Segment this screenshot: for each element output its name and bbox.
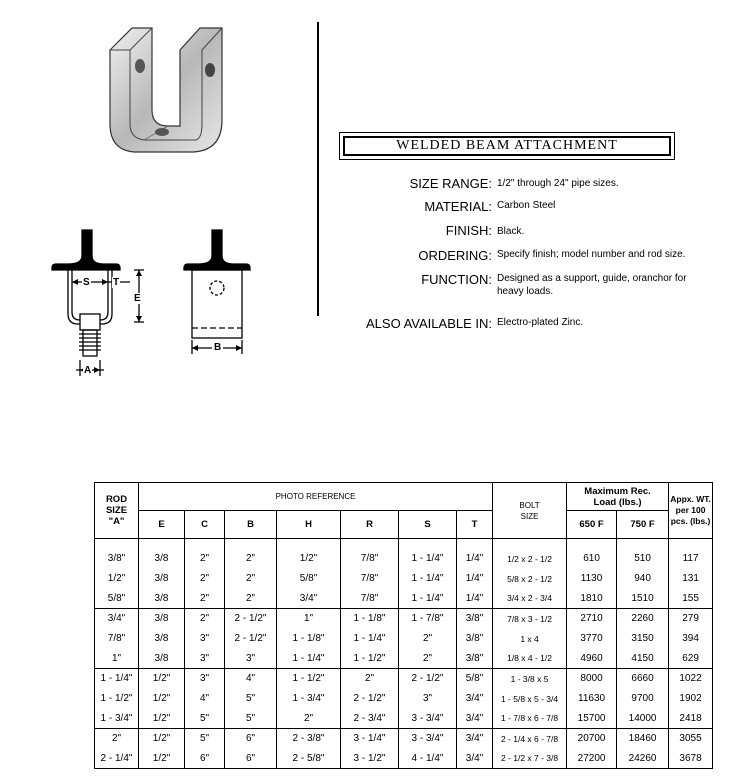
table-cell: 2" bbox=[95, 729, 139, 749]
title-box bbox=[339, 132, 675, 160]
table-cell: 2" bbox=[185, 539, 225, 569]
table-cell: 3/4" bbox=[457, 689, 493, 709]
table-cell: 6" bbox=[185, 749, 225, 769]
table-cell: 3/4 x 2 - 3/4 bbox=[493, 589, 567, 609]
table-cell: 2 - 1/2" bbox=[225, 629, 277, 649]
table-cell: 9700 bbox=[617, 689, 669, 709]
table-cell: 3/8 bbox=[139, 539, 185, 569]
table-row bbox=[95, 629, 713, 649]
table-cell: 6" bbox=[225, 749, 277, 769]
table-cell: 4" bbox=[225, 669, 277, 689]
table-cell: 1 - 1/4" bbox=[95, 669, 139, 689]
table-cell: 3150 bbox=[617, 629, 669, 649]
spec-label-also-available: ALSO AVAILABLE IN: bbox=[366, 316, 492, 331]
table-cell: 1130 bbox=[567, 569, 617, 589]
spec-value-also-available: Electro-plated Zinc. bbox=[497, 317, 584, 328]
table-cell: 3678 bbox=[669, 749, 713, 769]
header-max-load: Maximum Rec. Load (lbs.) bbox=[567, 483, 669, 511]
table-cell: 7/8" bbox=[95, 629, 139, 649]
table-cell: 6" bbox=[225, 729, 277, 749]
table-cell: 117 bbox=[669, 539, 713, 569]
table-cell: 20700 bbox=[567, 729, 617, 749]
table-cell: 3 - 3/4" bbox=[399, 729, 457, 749]
table-cell: 131 bbox=[669, 569, 713, 589]
dim-label-s: S bbox=[83, 277, 90, 288]
dim-label-b: B bbox=[214, 342, 222, 353]
table-cell: 940 bbox=[617, 569, 669, 589]
table-cell: 1 - 1/8" bbox=[277, 629, 341, 649]
header-rod-size: ROD SIZE "A" bbox=[95, 483, 139, 539]
table-cell: 2" bbox=[399, 629, 457, 649]
spec-value-function-line2: heavy loads. bbox=[497, 286, 554, 297]
table-cell: 2" bbox=[225, 589, 277, 609]
table-cell: 1 - 1/4" bbox=[399, 539, 457, 569]
table-cell: 18460 bbox=[617, 729, 669, 749]
table-cell: 610 bbox=[567, 539, 617, 569]
spec-label-ordering: ORDERING: bbox=[418, 248, 492, 263]
table-cell: 279 bbox=[669, 609, 713, 629]
table-cell: 1 - 1/2" bbox=[277, 669, 341, 689]
table-cell: 1 - 3/4" bbox=[95, 709, 139, 729]
table-cell: 2 - 1/2 x 7 - 3/8 bbox=[493, 749, 567, 769]
table-row bbox=[95, 749, 713, 769]
header-bolt-size: BOLT SIZE bbox=[493, 483, 567, 539]
table-cell: 1/4" bbox=[457, 589, 493, 609]
table-cell: 1902 bbox=[669, 689, 713, 709]
table-cell: 3" bbox=[185, 629, 225, 649]
table-cell: 1 - 5/8 x 5 - 3/4 bbox=[493, 689, 567, 709]
table-cell: 5" bbox=[225, 709, 277, 729]
table-cell: 2" bbox=[185, 589, 225, 609]
table-cell: 3/4" bbox=[277, 589, 341, 609]
table-cell: 3/8" bbox=[95, 539, 139, 569]
header-col-h: H bbox=[277, 511, 341, 539]
table-cell: 1510 bbox=[617, 589, 669, 609]
table-cell: 3" bbox=[399, 689, 457, 709]
table-cell: 3 - 1/4" bbox=[341, 729, 399, 749]
table-cell: 2 - 1/4" bbox=[95, 749, 139, 769]
table-cell: 27200 bbox=[567, 749, 617, 769]
dim-label-e: E bbox=[134, 293, 141, 304]
table-cell: 1 - 1/4" bbox=[399, 589, 457, 609]
dimension-drawing bbox=[42, 228, 262, 380]
table-cell: 5/8" bbox=[457, 669, 493, 689]
table-cell: 1/2" bbox=[95, 569, 139, 589]
dim-label-t: T bbox=[113, 277, 120, 288]
table-cell: 3 - 1/2" bbox=[341, 749, 399, 769]
table-cell: 1 - 1/2" bbox=[341, 649, 399, 669]
table-cell: 1/2" bbox=[139, 689, 185, 709]
table-row bbox=[95, 649, 713, 669]
table-cell: 7/8" bbox=[341, 589, 399, 609]
header-col-b: B bbox=[225, 511, 277, 539]
product-photo bbox=[100, 20, 230, 160]
table-cell: 4960 bbox=[567, 649, 617, 669]
table-cell: 1810 bbox=[567, 589, 617, 609]
table-cell: 1 - 1/4" bbox=[341, 629, 399, 649]
table-cell: 3/8" bbox=[457, 629, 493, 649]
table-cell: 1/2" bbox=[139, 749, 185, 769]
table-cell: 3/8 bbox=[139, 609, 185, 629]
table-cell: 1" bbox=[277, 609, 341, 629]
table-cell: 1 - 7/8" bbox=[399, 609, 457, 629]
spec-value-material: Carbon Steel bbox=[497, 200, 556, 211]
table-row bbox=[95, 729, 713, 749]
spec-label-material: MATERIAL: bbox=[424, 199, 492, 214]
table-cell: 1/2" bbox=[139, 729, 185, 749]
table-row bbox=[95, 569, 713, 589]
table-cell: 1 - 1/2" bbox=[95, 689, 139, 709]
page-title: WELDED BEAM ATTACHMENT bbox=[343, 136, 671, 156]
table-cell: 2 - 5/8" bbox=[277, 749, 341, 769]
spec-label-finish: FINISH: bbox=[445, 223, 492, 238]
table-cell: 1 - 3/8 x 5 bbox=[493, 669, 567, 689]
table-row bbox=[95, 609, 713, 629]
table-cell: 3/8 bbox=[139, 589, 185, 609]
spec-value-ordering: Specify finish; model number and rod size. bbox=[497, 249, 686, 260]
table-cell: 8000 bbox=[567, 669, 617, 689]
table-cell: 3/8 bbox=[139, 649, 185, 669]
table-cell: 1 - 1/8" bbox=[341, 609, 399, 629]
table-row bbox=[95, 589, 713, 609]
table-cell: 1/2" bbox=[139, 709, 185, 729]
table-cell: 5" bbox=[185, 729, 225, 749]
table-cell: 2" bbox=[185, 569, 225, 589]
table-cell: 5" bbox=[185, 709, 225, 729]
table-cell: 1/4" bbox=[457, 539, 493, 569]
table-cell: 1/2" bbox=[139, 669, 185, 689]
table-cell: 6660 bbox=[617, 669, 669, 689]
table-cell: 1/2 x 2 - 1/2 bbox=[493, 539, 567, 569]
table-cell: 3/4" bbox=[457, 749, 493, 769]
spec-value-function: Designed as a support, guide, oranchor for bbox=[497, 273, 687, 284]
table-cell: 2418 bbox=[669, 709, 713, 729]
header-col-s: S bbox=[399, 511, 457, 539]
table-cell: 1/4" bbox=[457, 569, 493, 589]
table-body bbox=[95, 539, 713, 769]
table-cell: 3" bbox=[185, 649, 225, 669]
dimension-table bbox=[94, 482, 713, 769]
table-cell: 3" bbox=[225, 649, 277, 669]
table-cell: 5/8 x 2 - 1/2 bbox=[493, 569, 567, 589]
table-cell: 155 bbox=[669, 589, 713, 609]
table-cell: 2" bbox=[341, 669, 399, 689]
vertical-divider bbox=[317, 22, 319, 316]
table-cell: 5/8" bbox=[95, 589, 139, 609]
table-cell: 7/8" bbox=[341, 539, 399, 569]
spec-label-size-range: SIZE RANGE: bbox=[409, 176, 492, 191]
table-cell: 2 - 3/8" bbox=[277, 729, 341, 749]
table-cell: 2 - 1/2" bbox=[399, 669, 457, 689]
table-cell: 4" bbox=[185, 689, 225, 709]
table-cell: 3 - 3/4" bbox=[399, 709, 457, 729]
header-photo-reference: PHOTO REFERENCE bbox=[139, 483, 493, 511]
table-cell: 1/2" bbox=[277, 539, 341, 569]
table-cell: 7/8 x 3 - 1/2 bbox=[493, 609, 567, 629]
table-cell: 1 - 1/4" bbox=[277, 649, 341, 669]
table-cell: 3055 bbox=[669, 729, 713, 749]
table-cell: 2710 bbox=[567, 609, 617, 629]
header-650f: 650 F bbox=[567, 511, 617, 539]
header-col-e: E bbox=[139, 511, 185, 539]
table-cell: 15700 bbox=[567, 709, 617, 729]
table-cell: 3/8" bbox=[457, 609, 493, 629]
table-cell: 2" bbox=[185, 609, 225, 629]
table-row bbox=[95, 689, 713, 709]
table-cell: 14000 bbox=[617, 709, 669, 729]
table-cell: 2 - 1/2" bbox=[225, 609, 277, 629]
table-cell: 2260 bbox=[617, 609, 669, 629]
table-cell: 2" bbox=[225, 569, 277, 589]
table-row bbox=[95, 539, 713, 569]
header-col-c: C bbox=[185, 511, 225, 539]
table-row bbox=[95, 709, 713, 729]
table-cell: 3/4" bbox=[95, 609, 139, 629]
table-cell: 24260 bbox=[617, 749, 669, 769]
table-cell: 5" bbox=[225, 689, 277, 709]
table-cell: 1/8 x 4 - 1/2 bbox=[493, 649, 567, 669]
table-cell: 11630 bbox=[567, 689, 617, 709]
table-cell: 1" bbox=[95, 649, 139, 669]
table-cell: 394 bbox=[669, 629, 713, 649]
spec-label-function: FUNCTION: bbox=[421, 272, 492, 287]
table-cell: 3/4" bbox=[457, 729, 493, 749]
table-cell: 2" bbox=[277, 709, 341, 729]
table-cell: 3/8 bbox=[139, 569, 185, 589]
table-cell: 629 bbox=[669, 649, 713, 669]
dim-label-a: A bbox=[84, 365, 92, 376]
header-col-t: T bbox=[457, 511, 493, 539]
table-cell: 3/8 bbox=[139, 629, 185, 649]
table-cell: 3770 bbox=[567, 629, 617, 649]
table-cell: 2 - 1/4 x 6 - 7/8 bbox=[493, 729, 567, 749]
table-cell: 2 - 3/4" bbox=[341, 709, 399, 729]
table-cell: 1 - 7/8 x 6 - 7/8 bbox=[493, 709, 567, 729]
table-cell: 1022 bbox=[669, 669, 713, 689]
table-cell: 7/8" bbox=[341, 569, 399, 589]
table-cell: 2" bbox=[399, 649, 457, 669]
header-col-r: R bbox=[341, 511, 399, 539]
header-750f: 750 F bbox=[617, 511, 669, 539]
header-weight: Appx. WT. per 100 pcs. (lbs.) bbox=[669, 483, 713, 539]
spec-value-size-range: 1/2" through 24" pipe sizes. bbox=[497, 178, 619, 189]
table-cell: 4150 bbox=[617, 649, 669, 669]
table-cell: 510 bbox=[617, 539, 669, 569]
table-cell: 1 - 3/4" bbox=[277, 689, 341, 709]
table-cell: 5/8" bbox=[277, 569, 341, 589]
table-cell: 3" bbox=[185, 669, 225, 689]
table-cell: 2" bbox=[225, 539, 277, 569]
table-cell: 2 - 1/2" bbox=[341, 689, 399, 709]
table-cell: 1 x 4 bbox=[493, 629, 567, 649]
table-cell: 4 - 1/4" bbox=[399, 749, 457, 769]
table-row bbox=[95, 669, 713, 689]
table-cell: 1 - 1/4" bbox=[399, 569, 457, 589]
table-cell: 3/8" bbox=[457, 649, 493, 669]
spec-value-finish: Black. bbox=[497, 226, 525, 237]
table-cell: 3/4" bbox=[457, 709, 493, 729]
